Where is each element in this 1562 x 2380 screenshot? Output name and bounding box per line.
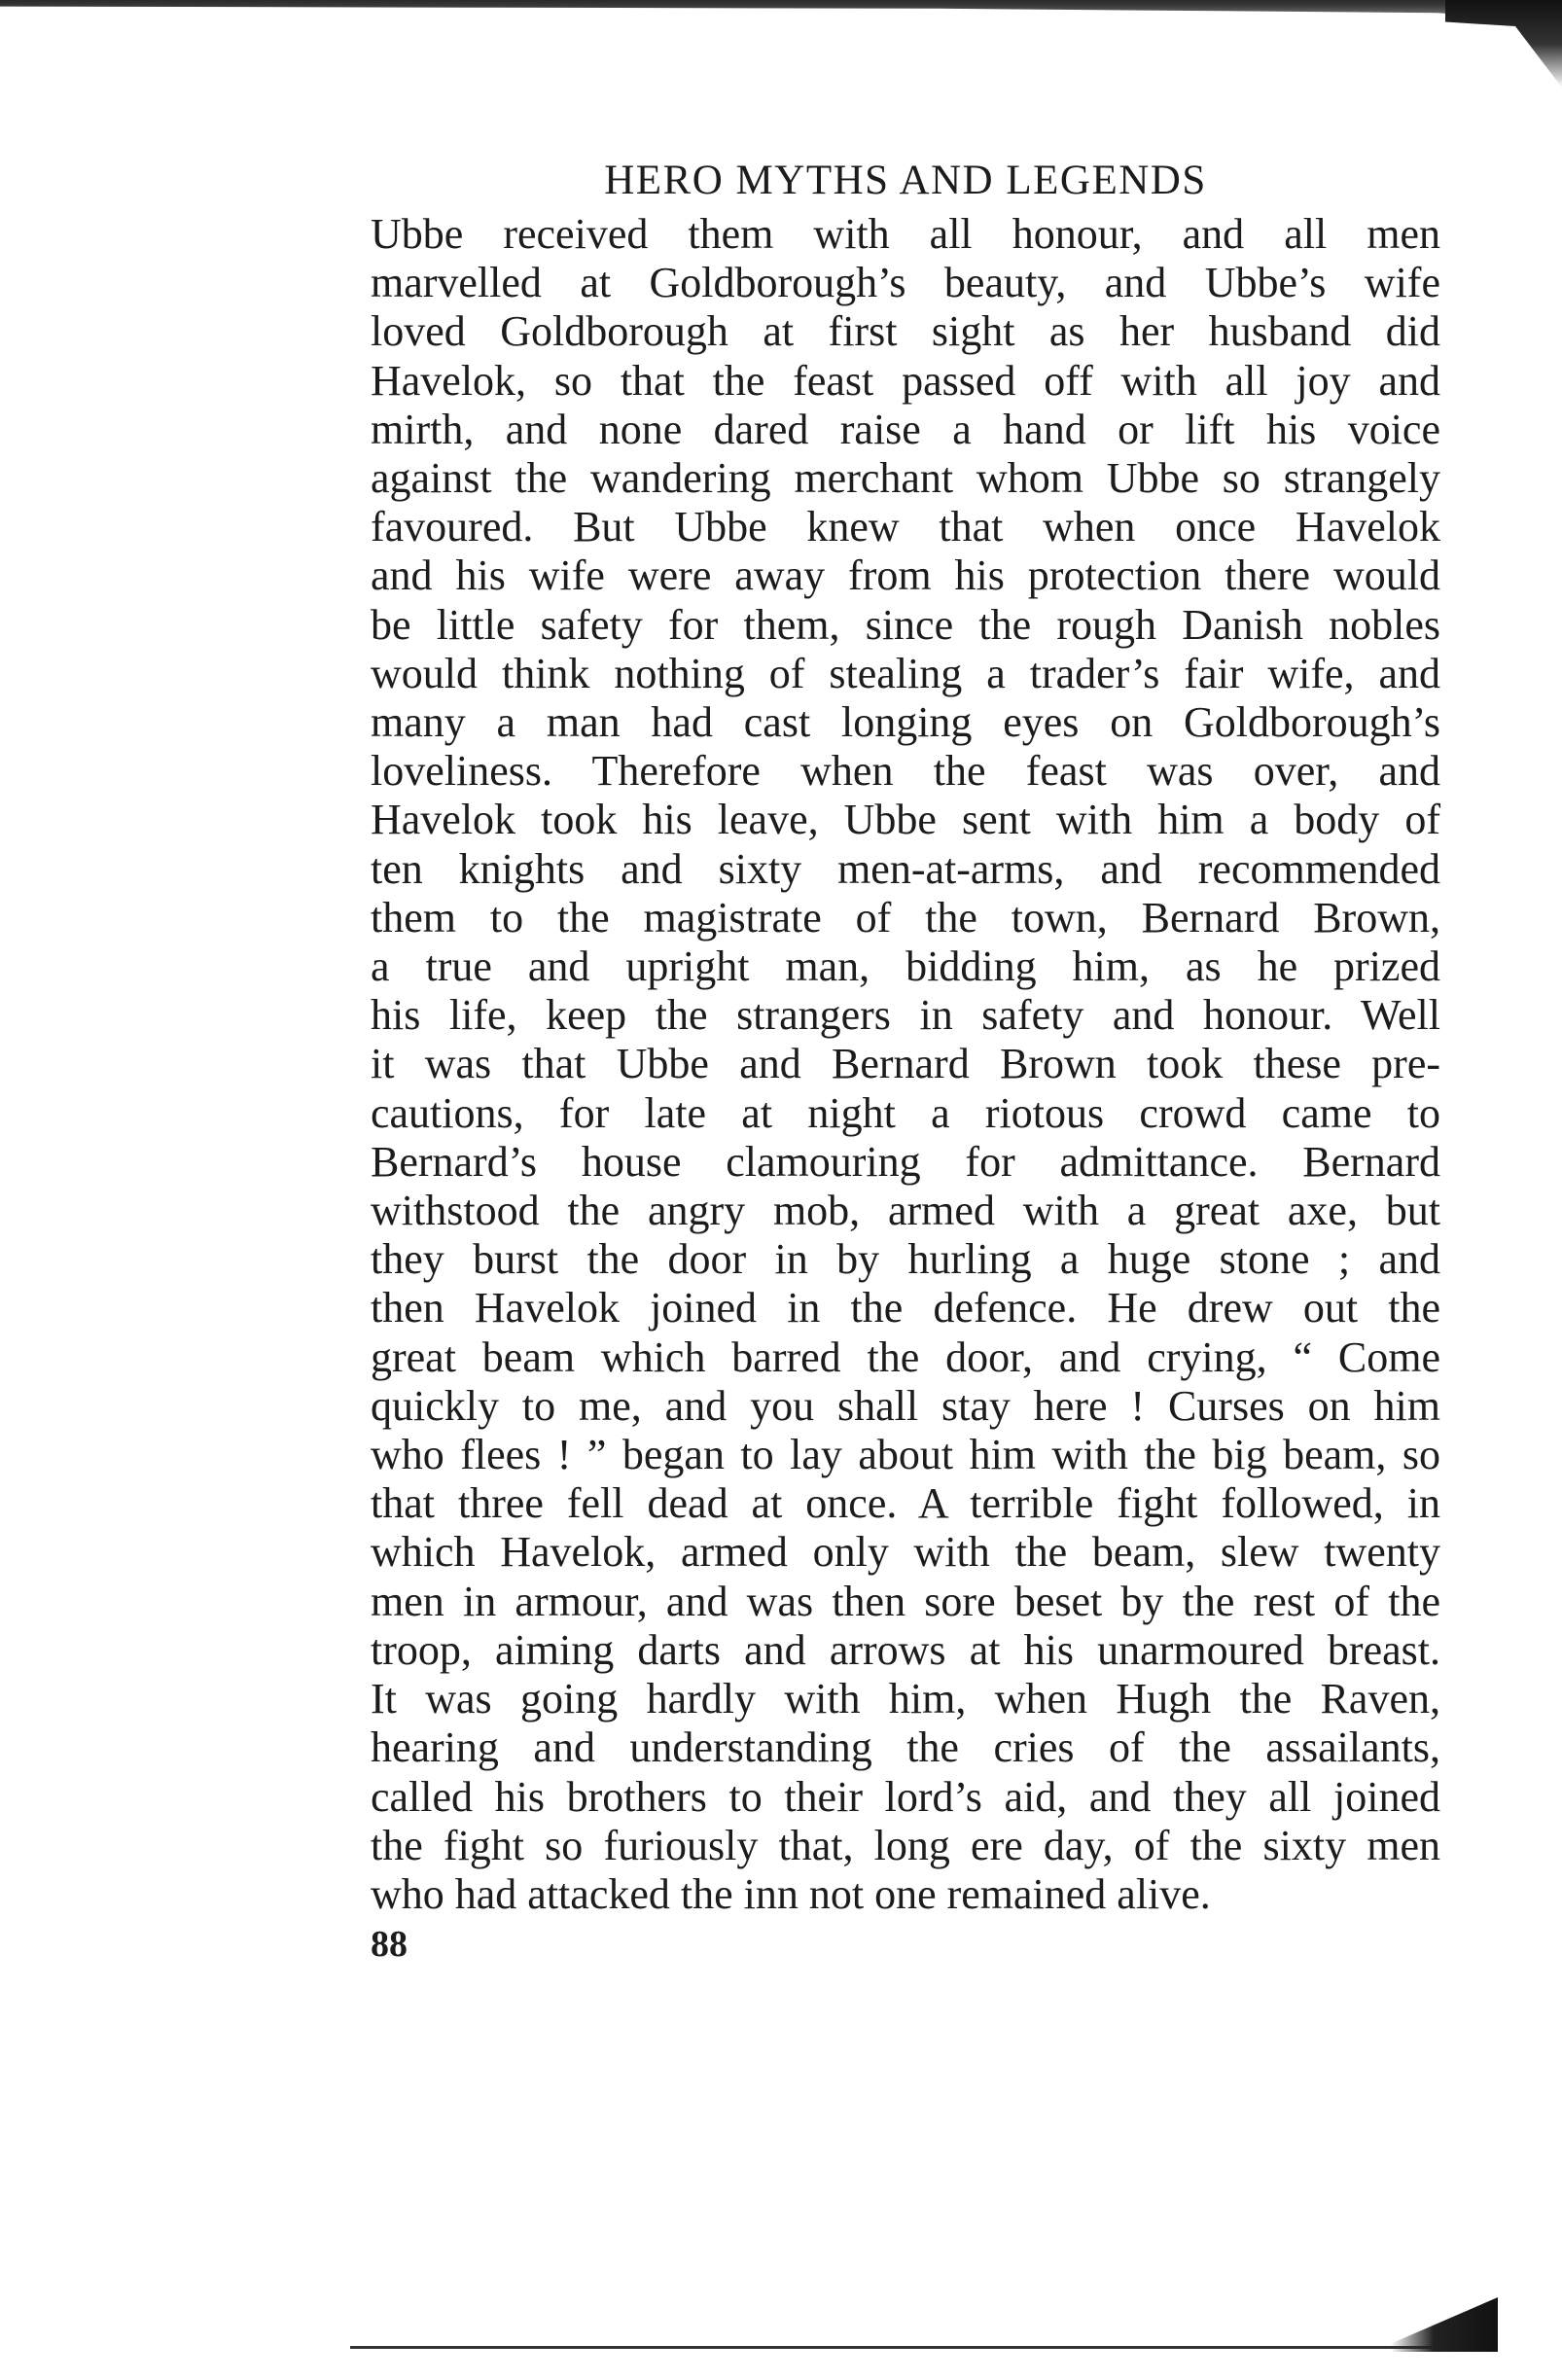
text-line: troop, aiming darts and arrows at his unarmoured breast. — [371, 1625, 1440, 1674]
text-line: the fight so furiously that, long ere day, of the sixty men — [371, 1821, 1440, 1869]
text-line: mirth, and none dared raise a hand or lift his voice — [371, 405, 1440, 453]
running-title: HERO MYTHS AND LEGENDS — [604, 158, 1207, 203]
text-line: cautions, for late at night a riotous crowd came to — [371, 1088, 1440, 1137]
text-line: a true and upright man, bidding him, as he prized — [371, 942, 1440, 991]
text-line: Havelok took his leave, Ubbe sent with him a body of — [371, 796, 1440, 844]
text-line: withstood the angry mob, armed with a great axe, but — [371, 1187, 1440, 1235]
text-line: who had attacked the inn not one remained alive. — [371, 1869, 1211, 1918]
scan-bottom-shadow — [1391, 2297, 1498, 2352]
scan-bottom-edge — [350, 2346, 1498, 2349]
text-line: and his wife were away from his protection there would — [371, 551, 1440, 600]
text-line: quickly to me, and you shall stay here ! Curses on him — [371, 1381, 1440, 1430]
body-paragraph — [371, 210, 1440, 1919]
text-line: loved Goldborough at first sight as her husband did — [371, 307, 1440, 356]
text-line: would think nothing of stealing a trader’s fair wife, and — [371, 649, 1440, 697]
text-line: great beam which barred the door, and crying, “ Come — [371, 1332, 1440, 1381]
text-line: they burst the door in by hurling a huge stone ; and — [371, 1235, 1440, 1284]
text-line: Havelok, so that the feast passed off with all joy and — [371, 356, 1440, 405]
page-number: 88 — [371, 1924, 408, 1966]
book-page — [371, 154, 1440, 1966]
text-line: ten knights and sixty men-at-arms, and recommended — [371, 844, 1440, 893]
text-line: which Havelok, armed only with the beam, slew twenty — [371, 1528, 1440, 1577]
text-line: that three fell dead at once. A terrible fight followed, in — [371, 1479, 1440, 1528]
text-line: favoured. But Ubbe knew that when once Havelok — [371, 503, 1440, 551]
text-line: them to the magistrate of the town, Bernard Brown, — [371, 893, 1440, 941]
text-line: be little safety for them, since the rough Danish nobles — [371, 600, 1440, 649]
text-line: called his brothers to their lord’s aid, and they all joined — [371, 1772, 1440, 1821]
text-line: it was that Ubbe and Bernard Brown took these pre- — [371, 1040, 1440, 1088]
scan-top-shadow — [1445, 0, 1562, 88]
text-line: loveliness. Therefore when the feast was over, and — [371, 747, 1440, 796]
text-line: marvelled at Goldborough’s beauty, and Ubbe’s wife — [371, 259, 1440, 307]
text-line: his life, keep the strangers in safety and honour. Well — [371, 991, 1440, 1040]
text-line: Bernard’s house clamouring for admittance. Bernard — [371, 1137, 1440, 1186]
text-line: It was going hardly with him, when Hugh the Raven, — [371, 1675, 1440, 1723]
text-line: against the wandering merchant whom Ubbe so strangely — [371, 454, 1440, 503]
text-line: hearing and understanding the cries of the assailants, — [371, 1723, 1440, 1772]
text-line: men in armour, and was then sore beset by the rest of the — [371, 1577, 1440, 1625]
scan-top-edge — [0, 0, 1562, 21]
text-line: Ubbe received them with all honour, and all men — [371, 210, 1440, 258]
text-line: who flees ! ” began to lay about him with the big beam, so — [371, 1431, 1440, 1479]
text-line: then Havelok joined in the defence. He drew out the — [371, 1284, 1440, 1332]
text-line: many a man had cast longing eyes on Goldborough’s — [371, 698, 1440, 747]
